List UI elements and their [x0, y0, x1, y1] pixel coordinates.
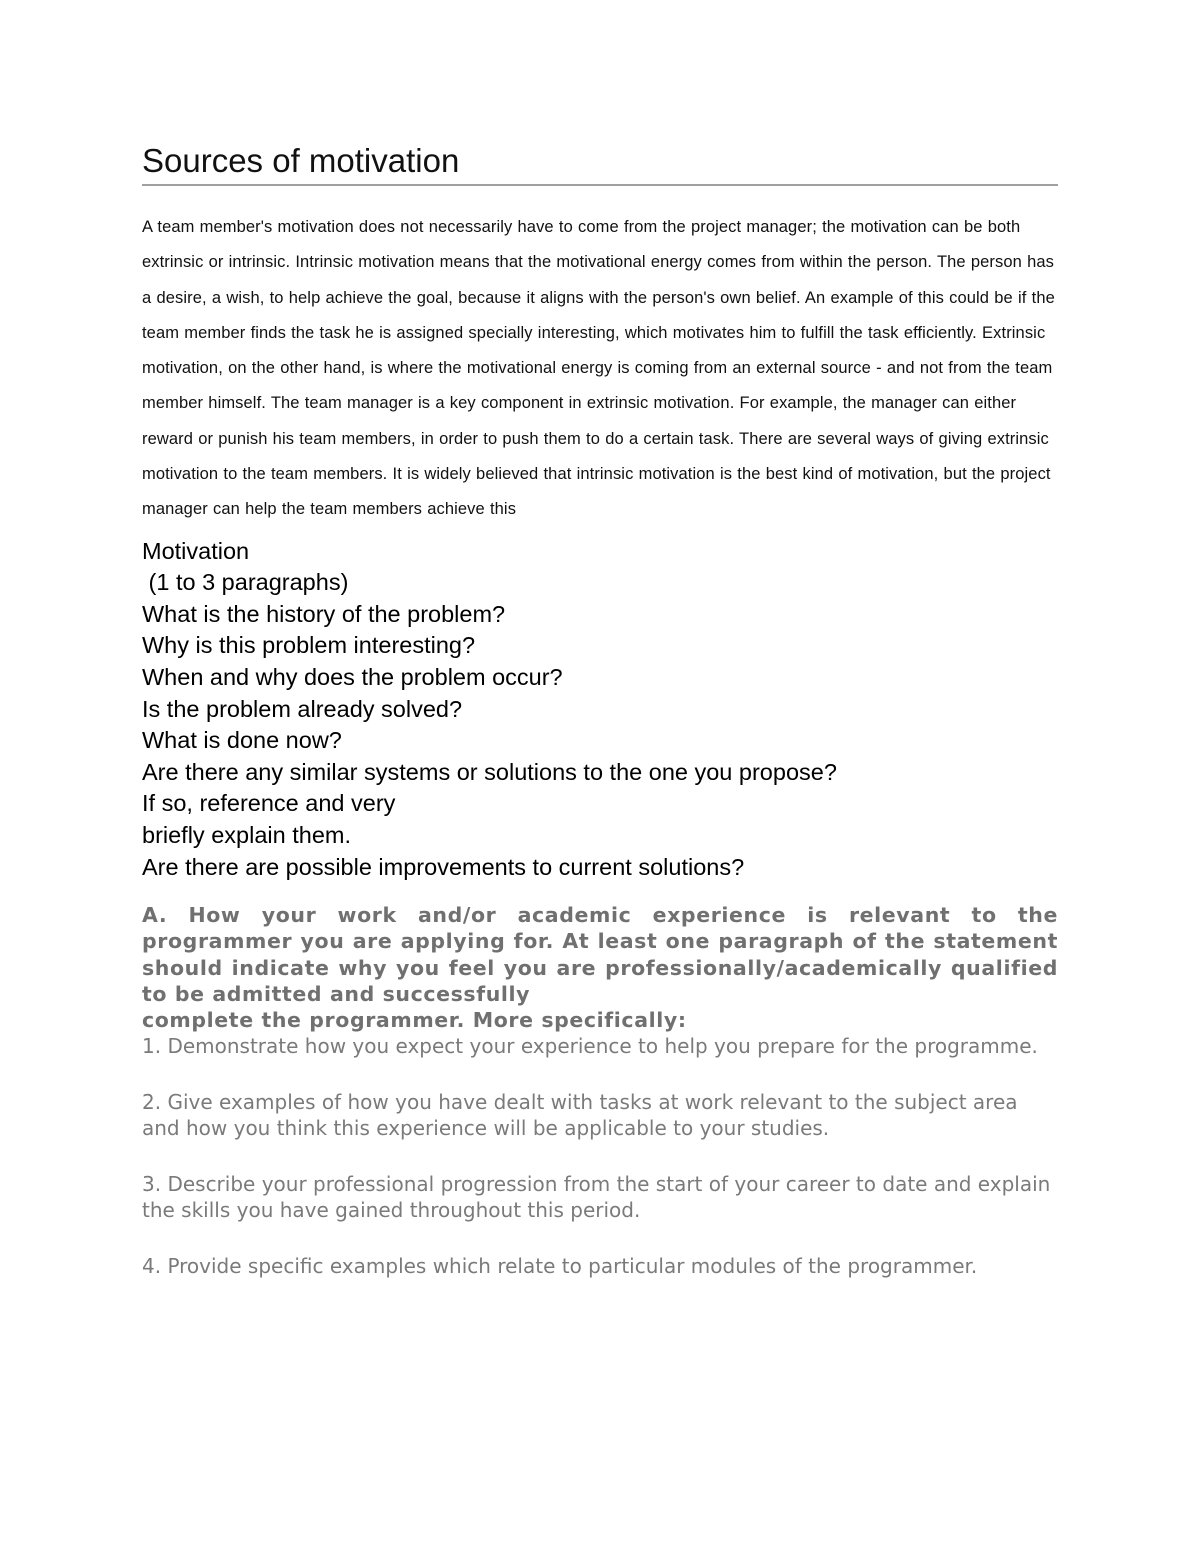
question-item: Why is this problem interesting? [142, 632, 476, 659]
point-item: 2. Give examples of how you have dealt with tasks at work relevant to the subject area and how you think this experience will be applicable to your studies. [142, 1089, 1018, 1141]
point-item: 3. Describe your professional progression from the start of your career to date and explain the skills you have gained throughout this period. [142, 1171, 1051, 1223]
question-item: When and why does the problem occur? [142, 664, 563, 691]
question-item: briefly explain them. [142, 822, 351, 849]
question-item: Are there any similar systems or solutions to the one you propose? [142, 758, 837, 785]
points-list [142, 1033, 1058, 1279]
intro-paragraph: A team member's motivation does not necessarily have to come from the project manager; the motivation can be both extrinsic or intrinsic. Intrinsic motivation means that the motivational energy comes from within the person. The person has a desire, a wish, to help achieve the goal, because it aligns with the person's own belief. An example of this could be if the team member finds the task he is assigned specially interesting, which motivates him to fulfill the task efficiently. Extrinsic motivation, on the other hand, is where the motivational energy is coming from an external source - and not from the team member himself. The team manager is a key component in extrinsic motivation. For example, the manager can either reward or punish his team members, in order to push them to do a certain task. There are several ways of giving extrinsic motivation to the team members. It is widely believed that intrinsic motivation is the best kind of motivation, but the project manager can help the team members achieve this [142, 218, 1055, 519]
question-item: If so, reference and very [142, 790, 396, 817]
question-item: What is done now? [142, 727, 342, 754]
question-item: What is the history of the problem? [142, 600, 506, 627]
question-item: Motivation [142, 537, 250, 564]
page-title: Sources of motivation [142, 140, 1058, 186]
section-a [142, 902, 1058, 1033]
document-page [142, 140, 1058, 1308]
question-item: (1 to 3 paragraphs) [142, 569, 349, 596]
question-item: Is the problem already solved? [142, 695, 463, 722]
section-a-body: A. How your work and/or academic experience is relevant to the programmer you are applying for. At least one paragraph of the statement should indicate why you feel you are professionally/academically qualified to be admitted and successfully [142, 903, 1058, 1006]
question-list [142, 536, 1058, 884]
section-a-tail: complete the programmer. More specifically: [142, 1008, 687, 1033]
point-item: 1. Demonstrate how you expect your experience to help you prepare for the programme. [142, 1034, 1038, 1059]
question-item: Are there are possible improvements to current solutions? [142, 853, 745, 880]
point-item: 4. Provide specific examples which relate to particular modules of the programmer. [142, 1253, 978, 1278]
